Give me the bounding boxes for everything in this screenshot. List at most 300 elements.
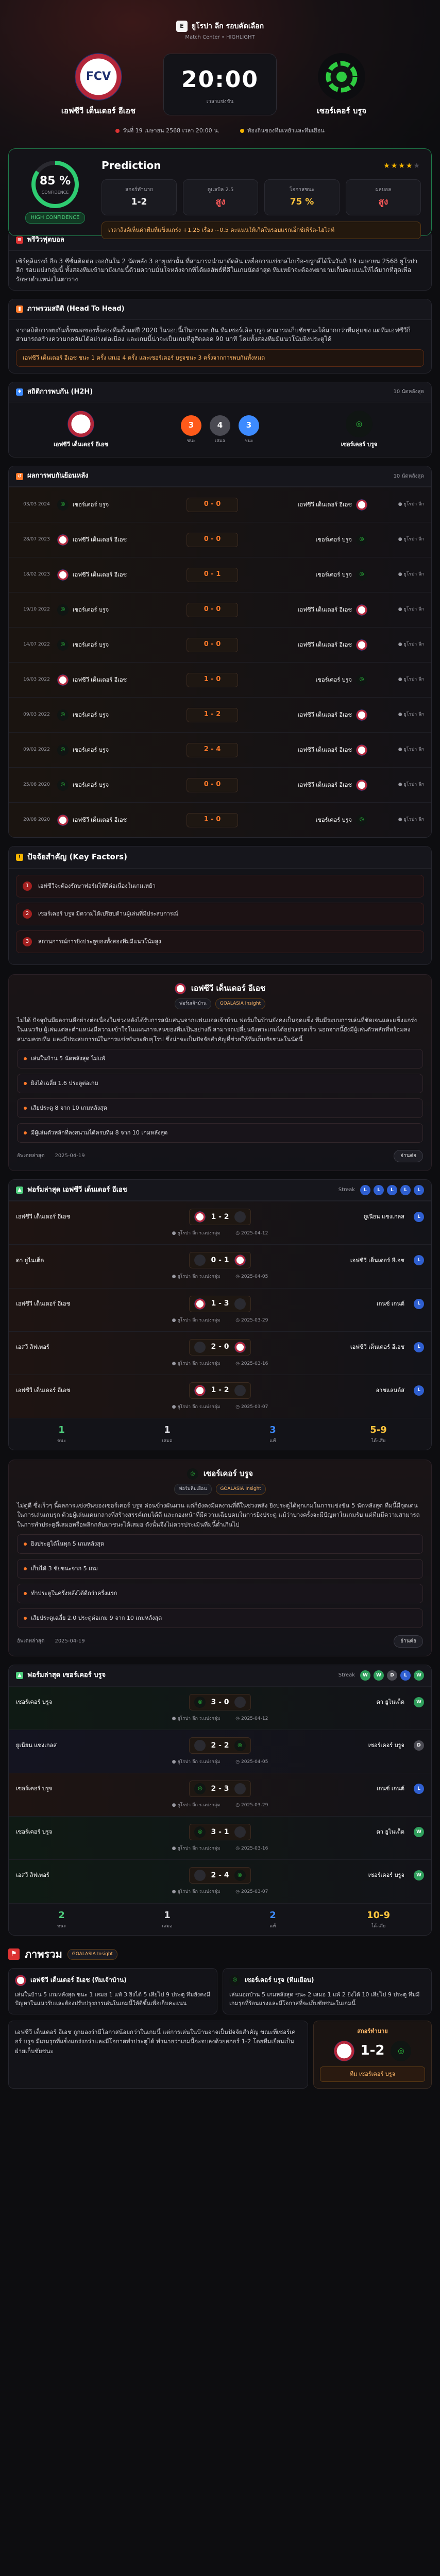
competition: ● ยูโรปา ลีก xyxy=(398,712,424,718)
analysis-point: มีผู้เล่นตัวหลักที่ลงสนามได้ครบทีม 8 จาก 10 เกมหลังสุด xyxy=(17,1123,423,1143)
home-team xyxy=(57,815,179,826)
factor-number: 3 xyxy=(23,937,32,946)
home-team xyxy=(57,499,179,511)
form-total xyxy=(220,1904,326,1935)
team-crest-icon: ◎ xyxy=(356,569,367,581)
prediction-tip: เวลาลิงค์เห็นค่าทีมที่แข็งแกร่ง +1.25 เรื่อง ~0.5 คะแนนให้เกิดในรอบแรกเอ็กซ์เพิร์ต-ไฮไลท์ xyxy=(101,222,421,239)
total-value: 1 xyxy=(164,1909,171,1921)
score-value: 0 - 1 xyxy=(211,1256,229,1265)
match-date: ◷ 2025-04-05 xyxy=(235,1759,268,1765)
stat-value: สูง xyxy=(215,197,226,208)
total-label: ได้-เสีย xyxy=(371,1923,386,1929)
match-date: 03/03 2024 xyxy=(23,502,50,507)
away-team[interactable] xyxy=(298,53,385,117)
result-badge: L xyxy=(414,1299,424,1309)
team-crest-icon xyxy=(234,1697,246,1708)
league-name[interactable]: ยูโรปา ลีก รอบคัดเลือก xyxy=(191,22,264,30)
form-row[interactable] xyxy=(9,1201,431,1244)
team-name: เอฟซีวี เด็นเดอร์ อีเอช xyxy=(73,536,127,543)
home-team xyxy=(57,569,179,581)
home-streak: Streak L L L L L xyxy=(339,1185,424,1195)
score xyxy=(189,1867,251,1884)
score-value: 1 - 2 xyxy=(211,1213,229,1222)
stat-label: ผลบอล xyxy=(375,187,392,193)
history-icon: ↺ xyxy=(16,473,23,480)
home-team xyxy=(16,1871,181,1879)
total-value: 2 xyxy=(269,1909,276,1921)
away-team-crest-icon xyxy=(318,53,365,100)
result-badge: L xyxy=(414,1385,424,1396)
team-crest-icon xyxy=(194,1870,206,1881)
final-text: เอฟซีวี เด็นเดอร์ อีเอช ถูกมองว่ามีโอกาสน้อยกว่าในเกมนี้ แต่การเล่นในบ้านอาจเป็นปัจจัยสำคัญ ขณะที่เซอร์เคอร์ บรูจ มีเกมรุกที่แข็งแกร่งกว่าและมีโอกาสทำประตูได้ ทำนายว่าเกมนี้จะจบลงด้วยสกอร์ 1-2 โดยทีมเยือนเป็นฝ่ายเก็บชัยชนะ xyxy=(8,2021,308,2089)
h2h-row[interactable] xyxy=(9,732,431,767)
h2h-summary: 3 ชนะ 4 เสมอ 3 ชนะ xyxy=(181,415,259,445)
score: 0 - 0 xyxy=(187,778,238,792)
score: 1 - 0 xyxy=(187,813,238,827)
standing-home[interactable]: เอฟซีวี เด็นเดอร์ อีเอช xyxy=(40,411,122,449)
score: 0 - 0 xyxy=(187,498,238,512)
team-name: เอฟซีวี เด็นเดอร์ อีเอช xyxy=(16,1300,71,1307)
analysis-point: ทำประตูในครึ่งหลังได้ดีกว่าครึ่งแรก xyxy=(17,1584,423,1603)
total-value: 10-9 xyxy=(366,1909,391,1921)
away-team xyxy=(259,1740,424,1751)
prediction-title: Prediction xyxy=(101,159,161,172)
competition: ● ยูโรปา ลีก ร.แบ่งกลุ่ม xyxy=(172,1404,221,1410)
competition: ● ยูโรปา ลีก xyxy=(398,537,424,543)
h2h-intro-alert: เอฟซีวี เด็นเดอร์ อีเอช ชนะ 1 ครั้ง เสมอ 4 ครั้ง และเซอร์เคอร์ บรูจชนะ 3 ครั้งจากการพบกันทั้งหมด xyxy=(16,349,424,367)
match-date: 19/10 2022 xyxy=(23,607,50,613)
stat-label: โอกาสชนะ xyxy=(289,187,315,193)
away-team xyxy=(259,1342,424,1352)
home-team xyxy=(57,639,179,651)
form-total xyxy=(114,1418,220,1450)
kickoff-box xyxy=(163,54,277,115)
home-team xyxy=(57,674,179,686)
streak-pill: L xyxy=(360,1185,370,1195)
team-crest-icon: ◎ xyxy=(356,674,367,686)
team-crest-icon: ◎ xyxy=(356,534,367,546)
team-crest-icon xyxy=(234,1255,246,1266)
streak-pill: D xyxy=(387,1670,397,1681)
winner-button[interactable]: ทีม เซอร์เคอร์ บรูจ xyxy=(320,2066,425,2082)
stat-value: 1-2 xyxy=(131,197,147,208)
team-crest-icon xyxy=(356,604,367,616)
chart-icon: ▲ xyxy=(16,1187,23,1194)
team-name: เซอร์เคอร์ บรูจ xyxy=(73,746,109,753)
prediction-stat xyxy=(264,179,340,215)
result-badge: L xyxy=(414,1255,424,1265)
competition: ● ยูโรปา ลีก ร.แบ่งกลุ่ม xyxy=(172,1317,221,1323)
home-wins: 3 xyxy=(181,415,201,436)
match-date: 14/07 2022 xyxy=(23,642,50,648)
update-date: 2025-04-19 xyxy=(55,1153,85,1159)
factor-text: เอฟซีวีจะต้องรักษาฟอร์มให้ดีต่อเนื่องในเกมเหย้า xyxy=(38,882,156,889)
location-icon xyxy=(240,129,244,133)
h2h-card: ↺ ผลการพบกันย้อนหลัง 10 นัดหลังสุด 03/03 2024 ◎ เซอร์เคอร์ บรูจ 0 - 0 เอฟซีวี เด็นเดอร์ อีเอช ● ยูโรปา ลีก 28/07 2023 เอฟซีวี เด็นเดอร์ อีเอช 0 - 0 เซอร์เคอร์ บรูจ ◎ ● ยูโรปา ลีก 18/02 2023 เอฟซีวี เด็นเดอร์ อีเอช 0 - 1 เซอร์เคอร์ บรูจ ◎ ● ยูโรปา ลีก 19/10 2022 ◎ เซอร์เคอร์ บรูจ 0 - 0 เอฟซีวี เด็นเดอร์ อีเอช ● ยูโรปา ลีก 14/07 2022 ◎ เซอร์เคอร์ บรูจ 0 - 0 เอฟซีวี เด็นเดอร์ อีเอช ● ยูโรปา ลีก 16/03 2022 เอฟซีวี เด็นเดอร์ อีเอช 1 - 0 เซอร์เคอร์ บรูจ ◎ ● ยูโรปา ลีก 09/03 2022 ◎ เซอร์เคอร์ บรูจ 1 - 2 เอฟซีวี เด็นเดอร์ อีเอช ● ยูโรปา ลีก 09/02 2022 ◎ เซอร์เคอร์ บรูจ 2 - 4 เอฟซีวี เด็นเดอร์ อีเอช ● ยูโรปา ลีก 25/08 2020 ◎ เซอร์เคอร์ บรูจ 0 - 0 เอฟซีวี เด็นเดอร์ อีเอช ● ยูโรปา ลีก 20/08 2020 เอฟซีวี เด็นเดอร์ อีเอช 1 - 0 เซอร์เคอร์ บรูจ ◎ ● ยูโรปา ลีก xyxy=(8,466,432,838)
result-badge: W xyxy=(414,1827,424,1837)
streak-pill: L xyxy=(374,1185,384,1195)
away-team-crest-icon: ◎ xyxy=(346,411,373,437)
team-name: เซอร์เคอร์ บรูจ xyxy=(16,1699,53,1706)
team-name: เอฟซีวี เด็นเดอร์ อีเอช xyxy=(73,816,127,823)
team-crest-icon: ◎ xyxy=(57,709,69,721)
team-crest-icon xyxy=(234,1298,246,1310)
team-crest-icon: ◎ xyxy=(57,499,69,511)
home-team xyxy=(57,779,179,791)
team-name: เอฟซีวี เด็นเดอร์ อีเอช xyxy=(16,1213,71,1221)
streak-pill: W xyxy=(374,1670,384,1681)
chart-icon: ▲ xyxy=(16,1672,23,1679)
team-name: เอฟซีวี เด็นเดอร์ อีเอช xyxy=(297,746,352,753)
match-date: 20/08 2020 xyxy=(23,817,50,823)
streak-pill: W xyxy=(414,1670,424,1681)
form-row[interactable] xyxy=(9,1773,431,1816)
flag-icon: ⚑ xyxy=(8,1948,20,1960)
league-subtitle: Match Center • HIGHLIGHT xyxy=(185,35,255,40)
kickoff-time: 20:00 xyxy=(181,66,259,93)
h2h-row[interactable] xyxy=(9,627,431,662)
competition: ● ยูโรปา ลีก xyxy=(398,747,424,753)
home-analysis-text: ไม่ได้ ปัจจุบันมีผลงานดีอย่างต่อเนื่องในช่วงหลังได้รับการสนับสนุนจากแฟนบอลเจ้าบ้าน ฟอร์มในบ้านยังคงเป็นจุดแข็ง ทีมมีระบบการเล่นที่ชัดเจนและแข็งแกร่งในแนวรับ ผู้เล่นแต่ละตำแหน่งมีความเข้าใจในแผนการเล่นของทีมเป็นอย่างดี สามารถเปลี่ยนจังหวะเกมได้อย่างรวดเร็ว นอกจากนี้ยังมีผู้เล่นตัวหลักที่พร้อมลงสนามครบทีม และมีประสบการณ์ในการแข่งขันระดับยุโรป ซึ่งน่าจะเป็นปัจจัยสำคัญที่ช่วยให้ทีมเก็บชัยชนะในนัดนี้ xyxy=(17,1016,417,1043)
form-total xyxy=(220,1418,326,1450)
team-name: เซอร์เคอร์ บรูจ xyxy=(315,816,352,823)
score: 0 - 0 xyxy=(187,533,238,547)
team-crest-icon xyxy=(194,1298,206,1310)
home-team-crest-icon xyxy=(334,2041,354,2061)
total-value: 3 xyxy=(269,1424,276,1435)
competition: ● ยูโรปา ลีก xyxy=(398,677,424,683)
away-team xyxy=(245,674,367,686)
team-crest-icon xyxy=(356,709,367,721)
away-team-name: เซอร์เคอร์ บรูจ xyxy=(316,106,367,115)
author-label: อัพเดทล่าสุด xyxy=(17,1638,45,1644)
standing-away[interactable]: ◎ เซอร์เคอร์ บรูจ xyxy=(318,411,400,449)
team-name: เซอร์เคอร์ บรูจ xyxy=(73,606,109,613)
confidence-value: 85 % xyxy=(39,175,71,188)
team-name: ดา ยูไนเต็ด xyxy=(376,1699,404,1706)
away-streak: Streak W W D L W xyxy=(339,1670,424,1681)
team-name: เซอร์เคอร์ บรูจ xyxy=(16,1828,53,1836)
team-name: เซอร์เคอร์ บรูจ xyxy=(368,1742,404,1749)
match-date: 09/02 2022 xyxy=(23,747,50,753)
match-date: ◷ 2025-03-16 xyxy=(235,1846,268,1852)
h2h-row[interactable] xyxy=(9,557,431,592)
team-name: เกนซ์ เกนต์ xyxy=(377,1300,404,1307)
score xyxy=(189,1781,251,1797)
match-date: ◷ 2025-04-12 xyxy=(235,1716,268,1722)
form-total xyxy=(114,1904,220,1935)
team-crest-icon xyxy=(356,639,367,651)
match-date: 25/08 2020 xyxy=(23,782,50,788)
score xyxy=(189,1694,251,1710)
h2h-row[interactable] xyxy=(9,697,431,732)
summary-home: เอฟซีวี เด็นเดอร์ อีเอช (ทีมเจ้าบ้าน) เล่นในบ้าน 5 เกมหลังสุด ชนะ 1 เสมอ 1 แพ้ 3 ยิงได้ 5 เสียไป 9 ประตู ทีมยังคงมีปัญหาในแนวรับและต้องปรับปรุงการเล่นในเกมนี้ให้ดีขึ้นเพื่อเก็บคะแนน xyxy=(8,1968,217,2014)
away-team xyxy=(245,604,367,616)
result-badge: D xyxy=(414,1740,424,1751)
h2h-row[interactable] xyxy=(9,487,431,522)
team-name: เซอร์เคอร์ บรูจ xyxy=(315,676,352,683)
factor-number: 1 xyxy=(23,882,32,891)
analysis-point: ยิงได้เฉลี่ย 1.6 ประตูต่อเกม xyxy=(17,1074,423,1093)
form-total xyxy=(9,1904,114,1935)
streak-pill: L xyxy=(414,1185,424,1195)
form-row[interactable] xyxy=(9,1288,431,1331)
factor-number: 2 xyxy=(23,909,32,919)
team-name: เอฟซีวี เด็นเดอร์ อีเอช xyxy=(297,501,352,508)
result-badge: L xyxy=(414,1784,424,1794)
h2h-row[interactable] xyxy=(9,662,431,697)
team-crest-icon xyxy=(57,534,69,546)
prediction-stat xyxy=(183,179,258,215)
match-date: ◷ 2025-03-29 xyxy=(235,1803,268,1808)
match-meta xyxy=(8,127,432,135)
total-value: 1 xyxy=(164,1424,171,1435)
away-team xyxy=(245,815,367,826)
home-team xyxy=(16,1386,181,1395)
home-form-totals xyxy=(9,1418,431,1450)
team-crest-icon: ◎ xyxy=(57,744,69,756)
team-crest-icon xyxy=(234,1385,246,1396)
result-badge: W xyxy=(414,1697,424,1707)
home-team[interactable] xyxy=(55,53,142,117)
read-more-button[interactable]: อ่านต่อ xyxy=(394,1150,423,1163)
team-crest-icon xyxy=(234,1342,246,1353)
summary-away: ◎ เซอร์เคอร์ บรูจ (ทีมเยือน) เล่นนอกบ้าน 5 เกมหลังสุด ชนะ 2 เสมอ 1 แพ้ 2 ยิงได้ 10 เสียไป 9 ประตู ทีมมีเกมรุกที่ร้อนแรงและมีโอกาสที่จะเก็บชัยชนะในเกมนี้ xyxy=(223,1968,432,2014)
prediction-stat xyxy=(346,179,421,215)
competition: ● ยูโรปา ลีก ร.แบ่งกลุ่ม xyxy=(172,1889,221,1895)
total-label: ชนะ xyxy=(57,1923,66,1929)
final-prediction: สกอร์ทำนาย 1-2 ◎ ทีม เซอร์เคอร์ บรูจ xyxy=(313,2021,432,2089)
total-value: 5-9 xyxy=(370,1424,387,1435)
team-name: ยูเนียน แซงเกลส xyxy=(364,1213,404,1221)
team-name: ยูเนียน แซงเกลส xyxy=(16,1742,57,1749)
team-crest-icon: ◎ xyxy=(194,1783,206,1794)
home-team xyxy=(16,1828,181,1836)
team-name: เอสวี ลิฟเพอร์ xyxy=(16,1872,49,1879)
match-venue: ท้องถิ่นของทีมเหย้าและทีมเยือน xyxy=(240,127,325,135)
team-name: เอฟซีวี เด็นเดอร์ อีเอช xyxy=(297,711,352,718)
team-name: เซอร์เคอร์ บรูจ xyxy=(315,536,352,543)
match-date: 16/03 2022 xyxy=(23,677,50,683)
form-total xyxy=(326,1904,431,1935)
total-label: ได้-เสีย xyxy=(371,1438,386,1444)
league-header xyxy=(8,21,432,42)
form-row[interactable] xyxy=(9,1686,431,1730)
streak-pill: W xyxy=(360,1670,370,1681)
score xyxy=(189,1339,251,1355)
team-crest-icon xyxy=(356,744,367,756)
form-total xyxy=(326,1418,431,1450)
away-team xyxy=(259,1697,424,1707)
prediction-card xyxy=(8,148,432,236)
team-name: เอฟซีวี เด็นเดอร์ อีเอช xyxy=(297,781,352,788)
score-value: 1 - 2 xyxy=(211,1386,229,1395)
team-crest-icon xyxy=(194,1255,206,1266)
h2h-row[interactable] xyxy=(9,767,431,802)
home-team-crest-icon xyxy=(15,1975,26,1986)
analysis-point: เก็บได้ 3 ชัยชนะจาก 5 เกม xyxy=(17,1559,423,1579)
final-section xyxy=(8,2021,432,2089)
team-crest-icon xyxy=(234,1783,246,1794)
away-team xyxy=(245,499,367,511)
score: 1 - 2 xyxy=(187,708,238,722)
away-team xyxy=(245,779,367,791)
prediction-stats xyxy=(101,179,421,215)
home-team xyxy=(16,1343,181,1351)
away-team xyxy=(245,639,367,651)
match-date: ◷ 2025-03-16 xyxy=(235,1361,268,1366)
h2h-intro-card: ▮ ภาพรวมสถิติ (Head To Head) จากสถิติการพบกันทั้งหมดของทั้งสองทีมตั้งแต่ปี 2020 ในรอบนี้เป็นการพบกัน ทีมเซอร์เคิล บรูจ สามารถเก็บชัยชนะได้มากกว่าทีมคู่แข่ง แต่ทีมเอฟซีวีก็สามารถสร้างความกดดันได้อย่างต่อเนื่อง และเกมนี้น่าจะเป็นเกมที่สูสีตลอด 90 นาที โดยทั้งสองทีมมีแนวโน้มยิงประตูได้ เอฟซีวี เด็นเดอร์ อีเอช ชนะ 1 ครั้ง เสมอ 4 ครั้ง และเซอร์เคอร์ บรูจชนะ 3 ครั้งจากการพบกันทั้งหมด xyxy=(8,299,432,374)
stat-label: ดูแลบิล 2.5 xyxy=(207,187,234,193)
competition: ● ยูโรปา ลีก ร.แบ่งกลุ่ม xyxy=(172,1759,221,1765)
team-crest-icon: ◎ xyxy=(234,1740,246,1751)
score-value: 2 - 0 xyxy=(211,1343,229,1351)
score xyxy=(189,1824,251,1840)
form-row[interactable] xyxy=(9,1730,431,1773)
streak-pill: L xyxy=(400,1185,411,1195)
competition: ● ยูโรปา ลีก xyxy=(398,607,424,613)
streak-pill: L xyxy=(400,1670,411,1681)
team-name: เซอร์เคอร์ บรูจ xyxy=(73,781,109,788)
score-value: 3 - 1 xyxy=(211,1828,229,1837)
team-crest-icon: ◎ xyxy=(57,779,69,791)
match-date: ◷ 2025-03-07 xyxy=(235,1404,268,1410)
score xyxy=(189,1209,251,1225)
team-name: เซอร์เคอร์ บรูจ xyxy=(368,1872,404,1879)
team-crest-icon xyxy=(194,1342,206,1353)
trophy-icon: ♦ xyxy=(16,388,23,396)
team-name: เกนซ์ เกนต์ xyxy=(377,1785,404,1792)
rating-stars-icon: ★★★★★ xyxy=(383,161,421,170)
team-crest-icon xyxy=(194,1211,206,1223)
match-date: 09/03 2022 xyxy=(23,712,50,718)
score-value: 2 - 3 xyxy=(211,1785,229,1793)
score: 1 - 0 xyxy=(187,673,238,687)
total-value: 1 xyxy=(58,1424,65,1435)
team-name: เซอร์เคอร์ บรูจ xyxy=(73,711,109,718)
away-team xyxy=(259,1385,424,1396)
team-crest-icon xyxy=(356,779,367,791)
competition: ● ยูโรปา ลีก xyxy=(398,642,424,648)
competition: ● ยูโรปา ลีก ร.แบ่งกลุ่ม xyxy=(172,1846,221,1852)
team-name: เอฟซีวี เด็นเดอร์ อีเอช xyxy=(73,571,127,578)
form-row[interactable] xyxy=(9,1244,431,1287)
h2h-row[interactable] xyxy=(9,592,431,627)
away-team-crest-icon: ◎ xyxy=(229,1975,241,1986)
competition: ● ยูโรปา ลีก xyxy=(398,572,424,578)
streak-pill: L xyxy=(387,1185,397,1195)
team-crest-icon xyxy=(234,1211,246,1223)
form-row[interactable] xyxy=(9,1859,431,1903)
match-date: ◷ 2025-03-07 xyxy=(235,1889,268,1895)
h2h-intro-text: จากสถิติการพบกันทั้งหมดของทั้งสองทีมตั้งแต่ปี 2020 ในรอบนี้เป็นการพบกัน ทีมเซอร์เคิล บรูจ สามารถเก็บชัยชนะได้มากกว่าทีมคู่แข่ง แต่ทีมเอฟซีวีก็สามารถสร้างความกดดันได้อย่างต่อเนื่อง และเกมนี้น่าจะเป็นเกมที่สูสีตลอด 90 นาที โดยทั้งสองทีมมีแนวโน้มยิงประตูได้ xyxy=(16,326,411,343)
draws: 4 xyxy=(210,415,230,436)
matchup xyxy=(8,53,432,117)
away-team xyxy=(259,1784,424,1794)
stat-label: สกอร์ทำนาย xyxy=(125,187,154,193)
home-team-crest-icon xyxy=(175,983,186,994)
away-form-card: ▲ ฟอร์มล่าสุด เซอร์เคอร์ บรูจ Streak W W D L W เซอร์เคอร์ บรูจ ◎ 3 - 0 ดา ยูไนเต็ด W ● ยูโรปา ลีก ร.แบ่งกลุ่ม ◷ 2025-04-12 ยูเนียน แซงเกลส 2 - 2 ◎ เซอร์เคอร์ บรูจ D ● ยูโรปา ลีก ร.แบ่งกลุ่ม ◷ 2025-04-05 เซอร์เคอร์ บรูจ ◎ 2 - 3 เกนซ์ เกนต์ L ● ยูโรปา ลีก ร.แบ่งกลุ่ม ◷ 2025-03-29 เซอร์เคอร์ บรูจ ◎ 3 - 1 ดา ยูไนเต็ด W ● ยูโรปา ลีก ร.แบ่งกลุ่ม ◷ 2025-03-16 เอสวี ลิฟเพอร์ 2 - 4 ◎ เซอร์เคอร์ บรูจ W ● ยูโรปา ลีก ร.แบ่งกลุ่ม ◷ 2025-03-07 2 ชนะ 1 เสมอ 2 แพ้ 10-9 ได้-เสีย xyxy=(8,1665,432,1935)
form-row[interactable] xyxy=(9,1331,431,1375)
confidence-badge: HIGH CONFIDENCE xyxy=(25,212,86,224)
preview-text: เซิร์คูลิแรงก์ อีก 3 ซีซั่นติดต่อ เจอกันใน 2 นัดหลัง 3 อายุเท่านั้น ที่สามารถนำมาตัดสิน เหยื่อการแข่งกลไกเรือ-บรูกส์ได้ในวันที่ 19 เมษายน 2568 ยูโรปา ลีก รอบแบ่งกลุ่มนี้ ทั้งสองทีมเข้ามายังเกมนี้ด้วยความมั่นใจหลังจากที่ได้ผลลัพธ์ที่ดีในเกมนัดล่าสุด ทีมเหย้าจะต้องพยายามเก็บคะแนนให้ได้มากที่สุดเพื่อรักษาตำแหน่งในตาราง xyxy=(16,257,418,283)
h2h-list xyxy=(9,487,431,837)
form-row[interactable] xyxy=(9,1816,431,1859)
form-row[interactable] xyxy=(9,1375,431,1418)
team-crest-icon: ◎ xyxy=(57,639,69,651)
summary-header: ⚑ ภาพรวม GOALASIA Insight xyxy=(8,1947,432,1962)
away-team xyxy=(245,534,367,546)
confidence-block xyxy=(19,158,91,226)
away-analysis-text: ไม่ดูดี ซึ่งเร็วๆ นี้ผลการแข่งขันของเซอร์เคอร์ บรูจ ค่อนข้างผันผวน แต่ก็ยังคงมีผลงานที่ดีในช่วงหลัง ยิงประตูได้ทุกเกมในการแข่งขัน 5 นัดหลังสุด ทีมนี้มีจุดเด่นในการเล่นเกมรุก ด้วยผู้เล่นแดนกลางที่สร้างสรรค์เกมได้ดี และกองหน้าที่มีความเฉียบคมในการยิงประตู แม้ว่าบางครั้งจะมีปัญหาในเกมรับ แต่ทีมมีความสามารถในการทำประตูตีเสมอหรือพลิกกลับมาชนะได้เสมอ ดังนั้นจึงไม่ควรประเมินทีมนี้ต่ำเกินไป xyxy=(17,1501,420,1528)
score: 0 - 1 xyxy=(187,568,238,582)
score xyxy=(189,1296,251,1312)
home-team xyxy=(16,1300,181,1308)
stats-icon: ▮ xyxy=(16,306,23,313)
team-name: เอฟซีวี เด็นเดอร์ อีเอช xyxy=(16,1386,71,1394)
team-crest-icon xyxy=(234,1826,246,1838)
competition: ● ยูโรปา ลีก xyxy=(398,782,424,788)
team-name: เอฟซีวี เด็นเดอร์ อีเอช xyxy=(297,641,352,648)
away-analysis: ◎ เซอร์เคอร์ บรูจ ฟอร์มทีมเยือน GOALASIA Insight ไม่ดูดี ซึ่งเร็วๆ นี้ผลการแข่งขันของเซอร์เคอร์ บรูจ ค่อนข้างผันผวน แต่ก็ยังคงมีผลงานที่ดีในช่วงหลัง ยิงประตูได้ทุกเกมในการแข่งขัน 5 นัดหลังสุด ทีมนี้มีจุดเด่นในการเล่นเกมรุก ด้วยผู้เล่นแดนกลางที่สร้างสรรค์เกมได้ดี และกองหน้าที่มีความเฉียบคมในการยิงประตู แม้ว่าบางครั้งจะมีปัญหาในเกมรับ แต่ทีมมีความสามารถในการทำประตูตีเสมอหรือพลิกกลับมาชนะได้เสมอ ดังนั้นจึงไม่ควรประเมินทีมนี้ต่ำเกินไป ยิงประตูได้ในทุก 5 เกมหลังสุด เก็บได้ 3 ชัยชนะจาก 5 เกม ทำประตูในครึ่งหลังได้ดีกว่าครึ่งแรก เสียประตูเฉลี่ย 2.0 ประตูต่อเกม 9 จาก 10 เกมหลังสุด อัพเดทล่าสุด 2025-04-19 อ่านต่อ xyxy=(8,1460,432,1656)
home-team xyxy=(16,1698,181,1706)
h2h-row[interactable] xyxy=(9,802,431,837)
team-crest-icon xyxy=(356,499,367,511)
team-name: เซอร์เคอร์ บรูจ xyxy=(315,571,352,578)
total-value: 2 xyxy=(58,1909,65,1921)
score: 0 - 0 xyxy=(187,638,238,652)
team-name: เอฟซีวี เด็นเดอร์ อีเอช xyxy=(297,606,352,613)
confidence-ring xyxy=(31,161,79,208)
team-name: ดา ยูไนเต็ด xyxy=(16,1257,44,1264)
competition: ● ยูโรปา ลีก ร.แบ่งกลุ่ม xyxy=(172,1716,221,1722)
team-name: เอฟซีวี เด็นเดอร์ อีเอช xyxy=(73,676,127,683)
author-label: อัพเดทล่าสุด xyxy=(17,1153,45,1159)
score-value: 2 - 4 xyxy=(211,1871,229,1880)
away-team xyxy=(259,1827,424,1837)
read-more-button[interactable]: อ่านต่อ xyxy=(394,1635,423,1648)
home-team xyxy=(57,604,179,616)
team-crest-icon: ◎ xyxy=(194,1697,206,1708)
h2h-row[interactable] xyxy=(9,522,431,557)
away-team xyxy=(259,1299,424,1309)
home-team-crest-icon xyxy=(67,411,94,437)
key-factor xyxy=(16,903,424,925)
team-crest-icon xyxy=(57,815,69,826)
final-score: 1-2 xyxy=(360,2042,385,2058)
factor-text: สถานการณ์การยิงประตูของทั้งสองทีมมีแนวโน้มสูง xyxy=(38,938,161,945)
away-team-crest-icon: ◎ xyxy=(391,2041,411,2061)
home-team xyxy=(57,744,179,756)
result-badge: L xyxy=(414,1212,424,1222)
form-total xyxy=(9,1418,114,1450)
key-factors-list xyxy=(9,869,431,964)
home-team xyxy=(57,534,179,546)
total-label: แพ้ xyxy=(269,1438,276,1444)
key-factor xyxy=(16,875,424,897)
prediction-stat xyxy=(101,179,177,215)
away-form-totals xyxy=(9,1903,431,1935)
match-date: วันที่ 19 เมษายน 2568 เวลา 20:00 น. xyxy=(115,127,219,135)
standing-card: ♦ สถิติการพบกัน (H2H) 10 นัดหลังสุด เอฟซีวี เด็นเดอร์ อีเอช 3 ชนะ 4 เสมอ 3 ชนะ ◎ เซอร์เคอร์ บรูจ xyxy=(8,382,432,458)
analysis-point: เสียประตู 8 จาก 10 เกมหลังสุด xyxy=(17,1098,423,1118)
score-value: 3 - 0 xyxy=(211,1698,229,1707)
home-team xyxy=(16,1741,181,1750)
score xyxy=(189,1382,251,1399)
team-name: เอฟซีวี เด็นเดอร์ อีเอช xyxy=(350,1257,404,1264)
result-badge: L xyxy=(414,1342,424,1352)
total-label: แพ้ xyxy=(269,1923,276,1929)
